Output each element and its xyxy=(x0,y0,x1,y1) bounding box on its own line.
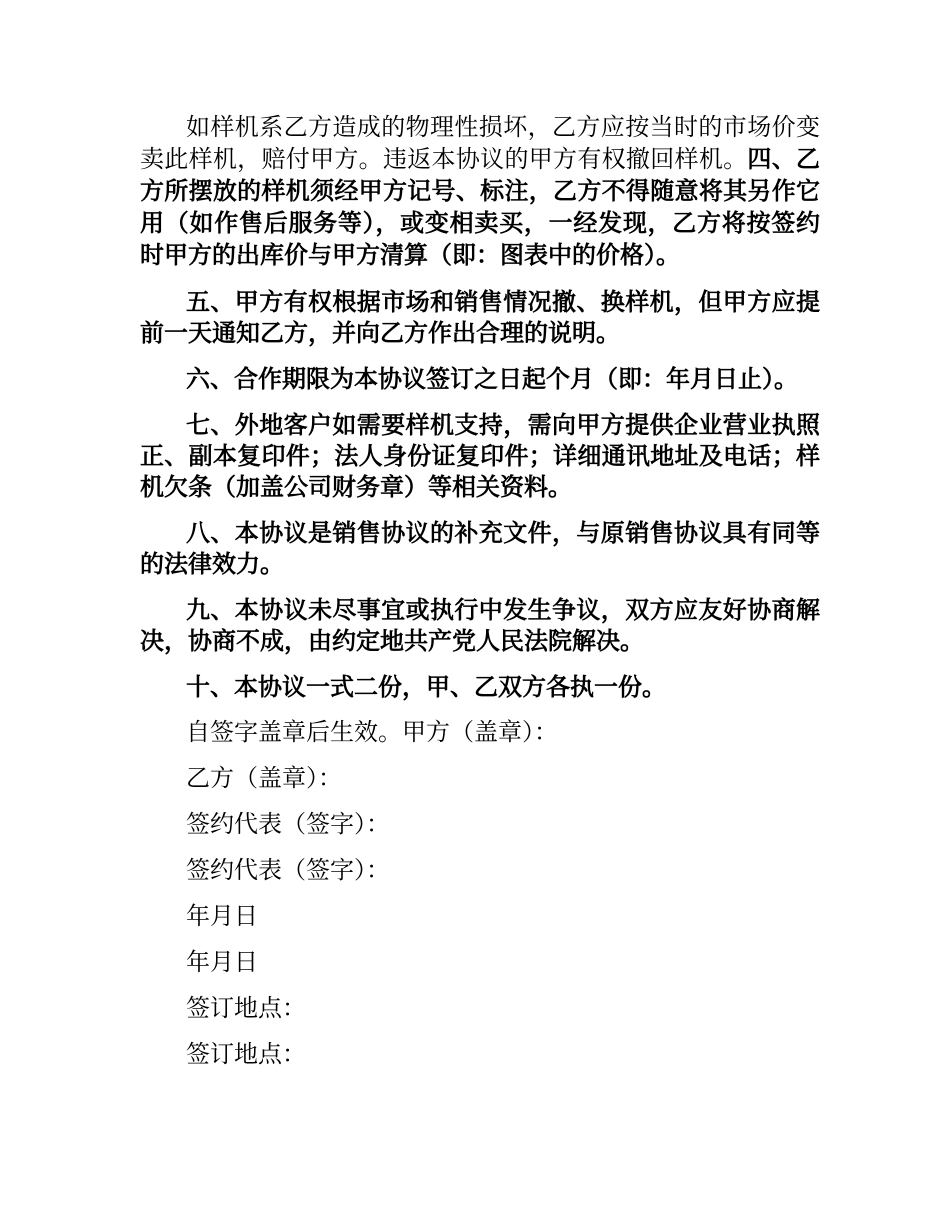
paragraph-1-normal-text: 如样机系乙方造成的物理性损坏，乙方应按当时的市场价变卖此样机，赔付甲方。违返本协议的甲方有权撤回样机。 xyxy=(140,113,820,173)
clause-6: 六、合作期限为本协议签订之日起个月（即：年月日止）。 xyxy=(186,364,798,393)
sign-line-representative-b: 签约代表（签字）： xyxy=(186,856,390,884)
clause-9: 九、本协议未尽事宜或执行中发生争议，双方应友好协商解决，协商不成，由约定地共产党人民法院解决。 xyxy=(140,595,820,655)
paragraph-1 xyxy=(140,112,820,271)
clause-7: 七、外地客户如需要样机支持，需向甲方提供企业营业执照正、副本复印件；法人身份证复印件；详细通讯地址及电话；样机欠条（加盖公司财务章）等相关资料。 xyxy=(140,410,820,501)
clause-10: 十、本协议一式二份，甲、乙双方各执一份。 xyxy=(186,672,666,701)
sign-line-effective-party-a: 自签字盖章后生效。甲方（盖章）： xyxy=(186,718,558,746)
document-page xyxy=(140,112,820,1070)
clause-4-text: 四、乙方所摆放的样机须经甲方记号、标注，乙方不得随意将其另作它用（如作售后服务等），或变相卖买，一经发现，乙方将按签约时甲方的出库价与甲方清算（即：图表中的价格）。 xyxy=(140,144,820,269)
sign-line-date-b: 年月日 xyxy=(186,948,258,976)
sign-line-location-a: 签订地点： xyxy=(186,994,306,1022)
sign-line-location-b: 签订地点： xyxy=(186,1040,306,1068)
sign-line-party-b: 乙方（盖章）： xyxy=(186,764,342,792)
sign-line-representative-a: 签约代表（签字）： xyxy=(186,810,390,838)
clause-8: 八、本协议是销售协议的补充文件，与原销售协议具有同等的法律效力。 xyxy=(140,518,820,578)
clause-5: 五、甲方有权根据市场和销售情况撤、换样机，但甲方应提前一天通知乙方，并向乙方作出合理的说明。 xyxy=(140,287,820,347)
sign-line-date-a: 年月日 xyxy=(186,902,258,930)
